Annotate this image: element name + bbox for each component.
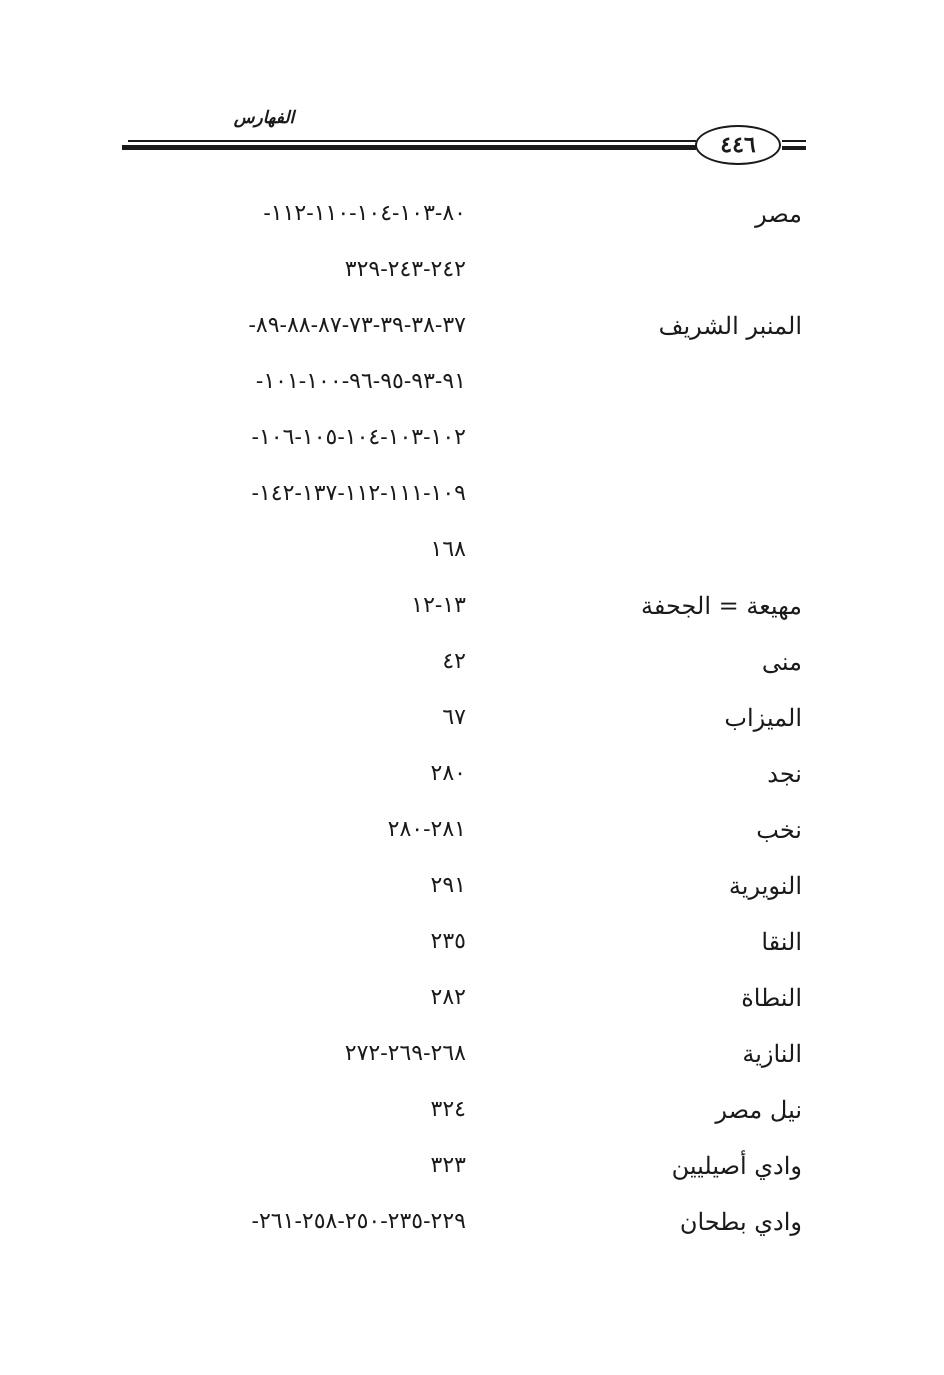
index-row xyxy=(0,418,944,458)
index-row xyxy=(0,810,944,850)
index-pages: ٤٢ xyxy=(442,649,466,674)
index-pages: ٢٩١ xyxy=(430,873,466,898)
index-pages: ٣٢٤ xyxy=(430,1097,466,1122)
index-row xyxy=(0,362,944,402)
index-term: النويرية xyxy=(728,872,802,900)
index-row xyxy=(0,642,944,682)
index-row xyxy=(0,922,944,962)
index-row xyxy=(0,754,944,794)
index-term: النازية xyxy=(742,1040,802,1068)
index-pages: -٨٠-١٠٣-١٠٤-١١٠-١١٢ xyxy=(263,201,466,226)
index-pages: -١٠٩-١١١-١١٢-١٣٧-١٤٢ xyxy=(251,481,466,506)
index-term: مصر xyxy=(755,200,802,228)
header-rule-thin xyxy=(128,140,696,142)
index-pages: -٣٧-٣٨-٣٩-٧٣-٨٧-٨٨-٨٩ xyxy=(248,313,466,338)
index-term: نخب xyxy=(756,816,802,844)
index-row xyxy=(0,1034,944,1074)
index-row xyxy=(0,586,944,626)
running-title: الفهارس xyxy=(233,108,295,128)
header-rule-right-thick xyxy=(782,146,806,150)
index-term: نجد xyxy=(767,760,802,788)
index-row xyxy=(0,1090,944,1130)
page-number-text: ٤٤٦ xyxy=(720,132,756,158)
index-pages: ٢٨٢ xyxy=(430,985,466,1010)
index-pages: ٣٢٣ xyxy=(430,1153,466,1178)
index-pages: -٢٢٩-٢٣٥-٢٥٠-٢٥٨-٢٦١ xyxy=(251,1209,466,1234)
index-row xyxy=(0,306,944,346)
index-row xyxy=(0,1146,944,1186)
index-pages: ٢٨٠ xyxy=(430,761,466,786)
index-pages: ٢٤٢-٢٤٣-٣٢٩ xyxy=(344,257,466,282)
index-pages: ٦٧ xyxy=(442,705,466,730)
index-term: وادي أصيليين xyxy=(671,1152,802,1180)
index-row xyxy=(0,474,944,514)
index-pages: -٩١-٩٣-٩٥-٩٦-١٠٠-١٠١ xyxy=(255,369,466,394)
index-term: منى xyxy=(761,648,802,676)
index-row xyxy=(0,978,944,1018)
index-pages: ١٣-١٢ xyxy=(411,593,466,618)
index-term: مهيعة = الجحفة xyxy=(641,592,802,620)
index-pages: -١٠٢-١٠٣-١٠٤-١٠٥-١٠٦ xyxy=(251,425,466,450)
header-rule-thick xyxy=(122,145,696,150)
index-row xyxy=(0,866,944,906)
index-row xyxy=(0,530,944,570)
index-row xyxy=(0,698,944,738)
index-pages: ٢٣٥ xyxy=(430,929,466,954)
index-term: وادي بطحان xyxy=(679,1208,802,1236)
header-rule-right-thin xyxy=(782,140,806,142)
index-term: النقا xyxy=(761,928,802,956)
index-term: نيل مصر xyxy=(715,1096,802,1124)
index-term: النطاة xyxy=(741,984,802,1012)
index-row xyxy=(0,1202,944,1242)
index-row xyxy=(0,194,944,234)
page-number xyxy=(695,125,781,165)
index-pages: ٢٦٨-٢٦٩-٢٧٢ xyxy=(344,1041,466,1066)
index-term: المنبر الشريف xyxy=(658,312,802,340)
index-row xyxy=(0,250,944,290)
index-term: الميزاب xyxy=(724,704,802,732)
index-pages: ٢٨١-٢٨٠ xyxy=(387,817,466,842)
index-pages: ١٦٨ xyxy=(430,537,466,562)
